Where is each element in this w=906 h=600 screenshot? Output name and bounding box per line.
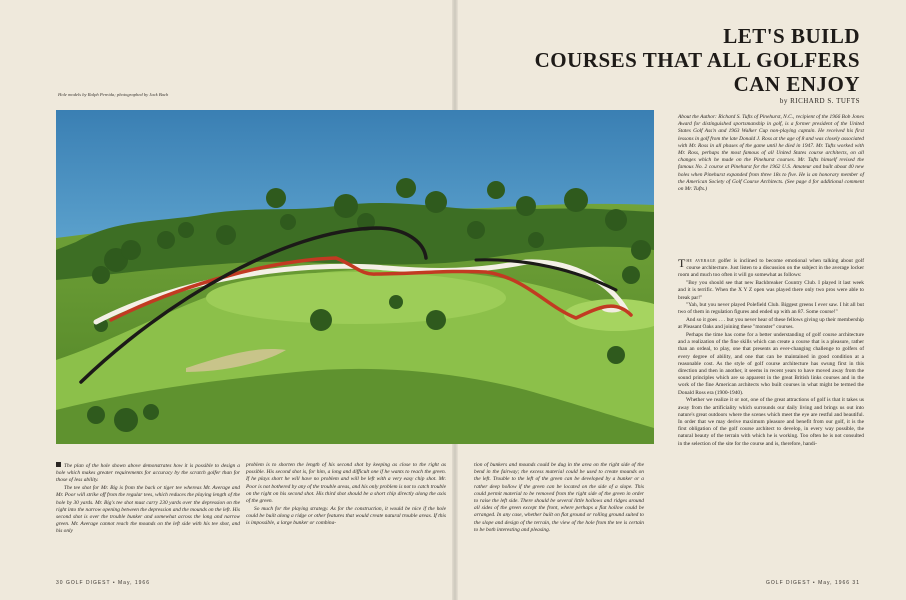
- body-paragraph-5: Perhaps the time has come for a better understanding of golf course architecture and a realization of the fine skills which can create a course that is a pleasure, rather than an ordeal, to play, one that presents an ever-changing challenge to golfers of every degree of ability, and one that can be maintained in good condition at a reasonable cost. As the style of golf course architecture has swung first in this direction and then in another, it seems in recent years to have moved away from the sound principles which are so apparent in the great British links courses and in the work of the fine American architects who built courses in what might be termed the Donald Ross era (1900-1940).: [678, 332, 864, 396]
- caption-paragraph-5: tion of bunkers and mounds could be dug in the area on the right side of the bend in the fairway; the excess material could be used to create mounds on the left. Trouble to the left of the green can be developed by a bunker or a rather deep hollow if the green can be located on the side of a slope. This could permit material to be removed from the right side of the green in order to raise the left side. There should be several little hollows and ridges around all sides of the green except the front, where perhaps a flat hollow could be arranged. In any case, whether built on flat ground or rolling ground suited to the slope and design of the terrain, the view of the hole from the tee is certain to be both interesting and pleasing.: [474, 462, 644, 533]
- body-paragraph-1: golfer is inclined to become emotional when talking about golf course architecture. Just listen to a discussion on the subject in the average locker room and much too often it will go somewhat as follows:: [678, 258, 864, 279]
- caption-paragraph-3: problem is to shorten the length of his second shot by keeping as close to the right as possible. His second shot is, for him, a long and difficult one if he wants to reach the green. If he plays short he will have no problem and will be left with a very easy chip shot. Mr. Poor is not bothered by any of the trouble areas, and his only problem is not to catch trouble on the right on his second shot. His third shot should be a short chip directly along the axis of the green.: [246, 462, 446, 505]
- body-paragraph-4: And so it goes . . . but you never hear of these fellows giving up their membership at Pleasant Oaks and joining these "monster" courses.: [678, 317, 864, 331]
- byline: by RICHARD S. TUFTS: [779, 97, 860, 105]
- photo-credit: Hole models by Ralph Pereida; photographed by Jack Bach: [58, 92, 169, 97]
- about-author-text: About the Author: Richard S. Tufts of Pinehurst, N.C., recipient of the 1966 Bob Jones Award for distinguished sportsmanship in golf, is a former president of the United States Golf Ass'n and 1963 Walker Cup non-playing captain. He received his first lessons in golf from the late Donald J. Ross at the age of 8 and was closely associated with Mr. Ross in all phases of the game until he died in 1947. Mr. Tufts worked with Mr. Ross, perhaps the most famous of all United States course architects, on all changes which he made on the Pinehurst courses. Mr. Tufts himself revised the famous No. 2 course at Pinehurst for the 1962 U.S. Amateur and built about 40 new holes when Pinehurst expanded from three 18s to five. He is an honorary member of the American Society of Golf Course Architects. (See page 4 for additional comment on Mr. Tufts.): [678, 114, 864, 193]
- drop-cap: T: [678, 256, 686, 270]
- article-title: [480, 24, 860, 96]
- caption-square-bullet: [56, 462, 61, 467]
- hole-model-photo: [56, 110, 654, 444]
- title-line-1: LET'S BUILD: [723, 24, 860, 48]
- hole-model-illustration: [56, 110, 654, 444]
- caption-column-3: [474, 462, 644, 535]
- caption-column-1: [56, 462, 240, 536]
- caption-paragraph-2: The tee shot for Mr. Big is from the back or tiger tee whereas Mr. Average and Mr. Poor will strike off from the regular tees, which reduces the playing length of the hole by 30 yards. Mr. Big's tee shot must carry 230 yards over the depression on the right into the narrow opening between the depression and the mounds on the left. His second shot is over the trouble bunker and somewhat across the long and narrow green. Mr. Average cannot reach the mounds on the left side with his tee shot, and his only: [56, 485, 240, 535]
- article-body: [678, 258, 864, 448]
- title-line-2: COURSES THAT ALL GOLFERS: [534, 48, 860, 72]
- body-paragraph-6: Whether we realize it or not, one of the great attractions of golf is that it takes us away from the artificiality which surrounds our daily living and brings us out into nature's great outdoors where the scenes which meet the eye are restful and beautiful. In order that we may derive maximum pleasure and benefit from our golf, it is the first obligation of the golf course architect to develop, in every way possible, the natural beauty of the terrain with which he is working. Too often he is not consulted in the selection of the site for the course and is, therefore, handi-: [678, 397, 864, 447]
- caption-column-2: [246, 462, 446, 528]
- body-paragraph-2: "Boy you should see that new Backbreaker Country Club. I played it last week and it is terrific. When the X Y Z open was played there only two pros were able to break par!": [678, 280, 864, 301]
- landing-area: [206, 272, 506, 324]
- caption-paragraph-1: The plan of the hole shown above demonstrates how it is possible to design a hole which makes greater requirements for accuracy by the scratch golfer than for those of less ability.: [56, 463, 240, 484]
- folio-left: 30 GOLF DIGEST • May, 1966: [56, 580, 150, 586]
- lead-in: he average: [686, 258, 716, 264]
- about-author: [678, 114, 864, 194]
- body-paragraph-3: "Yah, but you never played Polefield Club. Biggest greens I ever saw. I hit all but two of them in regulation figures and ended up with an 87. Some course!": [678, 302, 864, 316]
- caption-paragraph-4: So much for the playing strategy. As for the construction, it would be nice if the hole could be built along a ridge or other features that would create natural trouble areas. If this is impossible, a large bunker or combina-: [246, 505, 446, 527]
- title-line-3: CAN ENJOY: [733, 72, 860, 96]
- folio-right: GOLF DIGEST • May, 1966 31: [766, 580, 860, 586]
